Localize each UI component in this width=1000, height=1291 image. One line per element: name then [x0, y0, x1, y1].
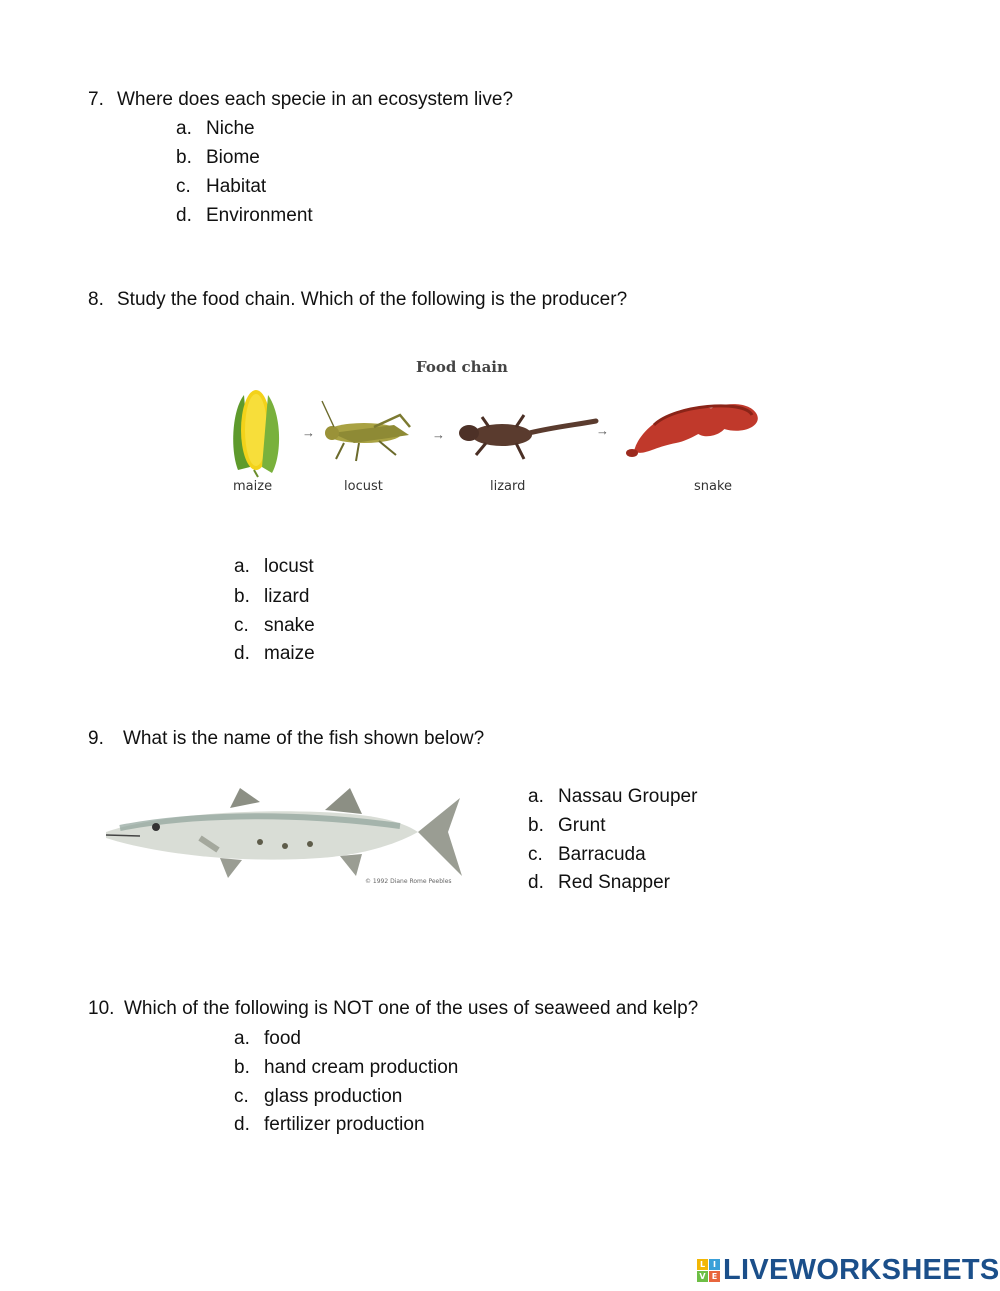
option-letter: c.: [528, 844, 543, 865]
food-chain-label: lizard: [490, 479, 526, 494]
locust-icon: [322, 401, 410, 461]
arrow-icon: →: [596, 423, 609, 438]
question-text: Where does each specie in an ecosystem live?: [117, 89, 514, 110]
option-text: fertilizer production: [264, 1114, 425, 1135]
option-letter: a.: [234, 1028, 250, 1049]
fish-image: [100, 780, 466, 892]
option-text: Biome: [206, 147, 260, 168]
option-a[interactable]: [234, 1028, 301, 1050]
option-d[interactable]: [234, 643, 315, 665]
option-b[interactable]: [176, 147, 260, 169]
question-number: 8.: [88, 289, 104, 310]
option-letter: b.: [176, 147, 192, 168]
option-text: Barracuda: [558, 844, 646, 865]
option-text: Grunt: [558, 815, 606, 836]
food-chain-label: maize: [233, 479, 273, 494]
option-c[interactable]: [234, 615, 315, 637]
option-letter: d.: [234, 643, 250, 664]
food-chain-image: [224, 355, 772, 500]
option-c[interactable]: [176, 176, 266, 198]
option-text: hand cream production: [264, 1057, 459, 1078]
option-text: Red Snapper: [558, 872, 670, 893]
option-text: glass production: [264, 1086, 403, 1107]
food-chain-label: snake: [694, 479, 733, 494]
logo-tiles-icon: [697, 1259, 720, 1282]
arrow-icon: →: [302, 425, 315, 440]
option-letter: a.: [234, 556, 250, 577]
option-a[interactable]: [234, 556, 314, 578]
food-chain-label: locust: [344, 479, 383, 494]
lizard-icon: [459, 415, 596, 459]
question-text: Which of the following is NOT one of the uses of seaweed and kelp?: [124, 998, 699, 1019]
option-text: locust: [264, 556, 314, 577]
option-letter: b.: [234, 586, 250, 607]
logo-tile: E: [709, 1271, 720, 1282]
option-text: maize: [264, 643, 315, 664]
option-a[interactable]: [528, 786, 697, 808]
question-number: 7.: [88, 89, 104, 110]
option-b[interactable]: [234, 1057, 458, 1079]
arrow-icon: →: [432, 427, 445, 442]
option-letter: d.: [234, 1114, 250, 1135]
option-text: Habitat: [206, 176, 267, 197]
option-b[interactable]: [528, 815, 606, 837]
option-d[interactable]: [176, 205, 313, 227]
option-c[interactable]: [528, 844, 646, 866]
option-letter: a.: [176, 118, 192, 139]
option-letter: b.: [234, 1057, 250, 1078]
option-text: lizard: [264, 586, 310, 607]
question-text: Study the food chain. Which of the following is the producer?: [117, 289, 628, 310]
maize-icon: [233, 390, 279, 477]
question-number: 10.: [88, 998, 115, 1019]
option-b[interactable]: [234, 586, 309, 608]
image-credit: © 1992 Diane Rome Peebles: [365, 878, 452, 885]
logo-tile: I: [709, 1259, 720, 1270]
brand-name: LIVEWORKSHEETS: [723, 1253, 1000, 1286]
food-chain-title: Food chain: [416, 358, 508, 376]
option-letter: c.: [234, 615, 249, 636]
option-letter: d.: [528, 872, 544, 893]
logo-tile: L: [697, 1259, 708, 1270]
question-number: 9.: [88, 728, 104, 749]
liveworksheets-logo[interactable]: [697, 1255, 1000, 1285]
option-text: Niche: [206, 118, 255, 139]
option-letter: c.: [234, 1086, 249, 1107]
option-d[interactable]: [234, 1114, 425, 1136]
option-a[interactable]: [176, 118, 255, 140]
option-text: food: [264, 1028, 301, 1049]
option-text: Nassau Grouper: [558, 786, 698, 807]
snake-icon: [626, 404, 758, 457]
barracuda-icon: [100, 780, 466, 892]
option-c[interactable]: [234, 1086, 402, 1108]
option-d[interactable]: [528, 872, 670, 894]
option-text: snake: [264, 615, 315, 636]
option-letter: c.: [176, 176, 191, 197]
option-letter: a.: [528, 786, 544, 807]
logo-tile: V: [697, 1271, 708, 1282]
option-text: Environment: [206, 205, 313, 226]
question-text: What is the name of the fish shown below?: [123, 728, 485, 749]
option-letter: b.: [528, 815, 544, 836]
option-letter: d.: [176, 205, 192, 226]
